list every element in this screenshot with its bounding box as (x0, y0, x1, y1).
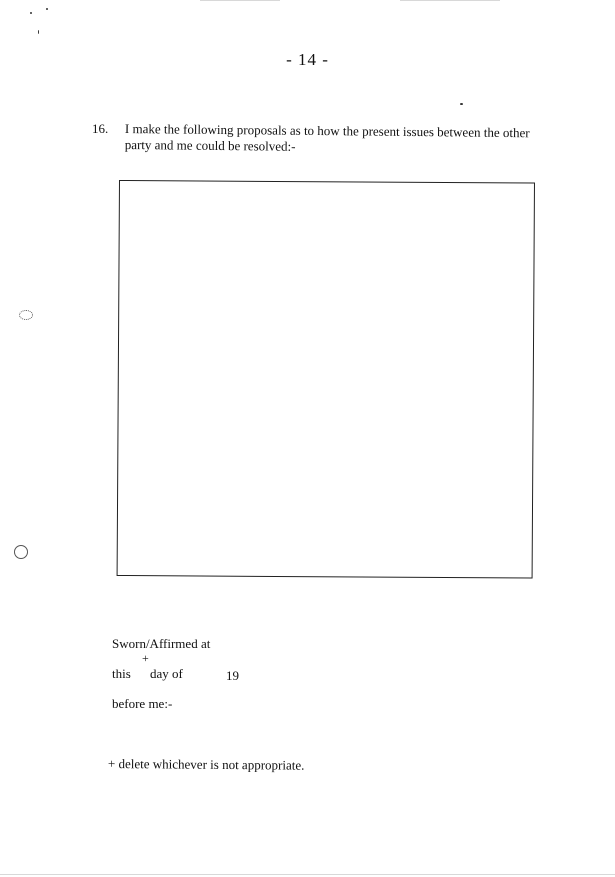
punch-hole-mark (19, 310, 33, 320)
scan-speck (38, 30, 39, 34)
scan-speck (30, 12, 32, 14)
scan-top-line (200, 0, 280, 1)
sworn-affirmed-label: Sworn/Affirmed at (112, 636, 211, 651)
footnote: + delete whichever is not appropriate. (107, 756, 305, 773)
scan-speck (46, 8, 48, 10)
punch-hole-mark (14, 545, 28, 559)
scan-top-line (400, 0, 500, 1)
paragraph-text: I make the following proposals as to how the present issues between the other party and me could be resolved:- (124, 121, 530, 154)
scan-edge-line (0, 874, 615, 875)
scan-speck (460, 103, 463, 105)
day-of-label: day of (150, 666, 183, 681)
proposal-answer-box[interactable] (117, 180, 535, 579)
this-label: this (112, 666, 131, 681)
page-number: - 14 - (286, 50, 329, 69)
before-me-label: before me:- (112, 696, 173, 711)
paragraph-number: 16. (92, 121, 109, 136)
year-prefix: 19 (226, 668, 239, 683)
plus-marker: + (142, 651, 149, 665)
